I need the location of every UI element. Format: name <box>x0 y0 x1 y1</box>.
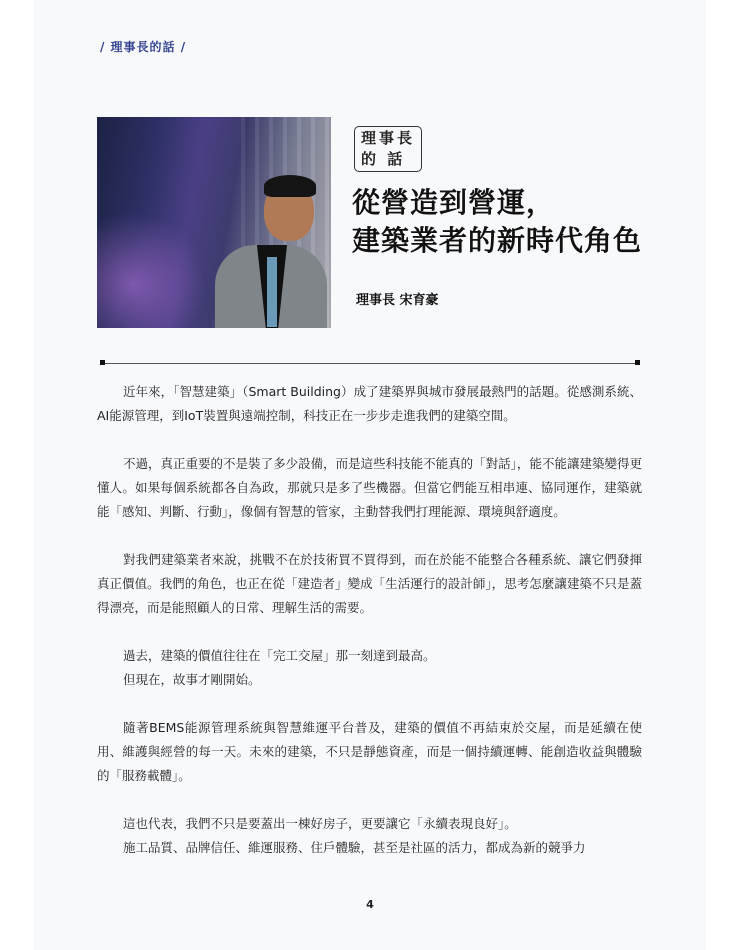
page-number: 4 <box>366 898 374 911</box>
paragraph: 隨著BEMS能源管理系統與智慧維運平台普及，建築的價值不再結束於交屋，而是延續在使用、維護與經營的每一天。未來的建築，不只是靜態資產，而是一個持續運轉、能創造收益與體驗的「服務載體」。 <box>97 720 642 783</box>
paragraph: 過去，建築的價值往往在「完工交屋」那一刻達到最高。 <box>123 648 436 663</box>
section-divider <box>100 362 640 364</box>
paragraph: 近年來，「智慧建築」（Smart Building）成了建築界與城市發展最熱門的話題。從感測系統、AI能源管理，到IoT裝置與遠端控制，科技正在一步步走進我們的建築空間。 <box>97 384 642 423</box>
stage-light <box>97 212 217 328</box>
article-body <box>97 380 642 860</box>
hair <box>264 175 316 197</box>
necktie <box>267 257 277 327</box>
column-label-line2: 的 話 <box>361 150 406 168</box>
paragraph: 不過，真正重要的不是裝了多少設備，而是這些科技能不能真的「對話」，能不能讓建築變得更懂人。如果每個系統都各自為政，那就只是多了些機器。但當它們能互相串連、協同運作，建築就能「感知、判斷、行動」，像個有智慧的管家，主動替我們打理能源、環境與舒適度。 <box>97 456 642 519</box>
paragraph: 施工品質、品牌信任、維運服務、住戶體驗，甚至是社區的活力，都成為新的競爭力 <box>123 840 586 855</box>
headline-line2: 建築業者的新時代角色 <box>352 224 643 257</box>
headline-line1: 從營造到營運， <box>352 186 556 219</box>
column-label-box <box>354 126 422 172</box>
author-byline: 理事長 宋育豪 <box>356 293 439 308</box>
author-portrait-photo <box>97 117 331 328</box>
article-headline <box>352 184 642 260</box>
section-tag: / 理事長的話 / <box>100 40 187 54</box>
paragraph: 但現在，故事才剛開始。 <box>123 672 261 687</box>
column-label-line1: 理事長 <box>361 129 416 147</box>
page-margin-left <box>0 0 34 950</box>
page-margin-right <box>706 0 740 950</box>
divider-end-square-right <box>635 360 640 365</box>
divider-end-square-left <box>100 360 105 365</box>
paragraph: 這也代表，我們不只是要蓋出一棟好房子，更要讓它「永續表現良好」。 <box>123 816 517 831</box>
divider-line <box>104 363 636 364</box>
paragraph: 對我們建築業者來說，挑戰不在於技術買不買得到，而在於能不能整合各種系統、讓它們發揮真正價值。我們的角色，也正在從「建造者」變成「生活運行的設計師」，思考怎麼讓建築不只是蓋得漂亮，而是能照顧人的日常、理解生活的需要。 <box>97 552 642 615</box>
